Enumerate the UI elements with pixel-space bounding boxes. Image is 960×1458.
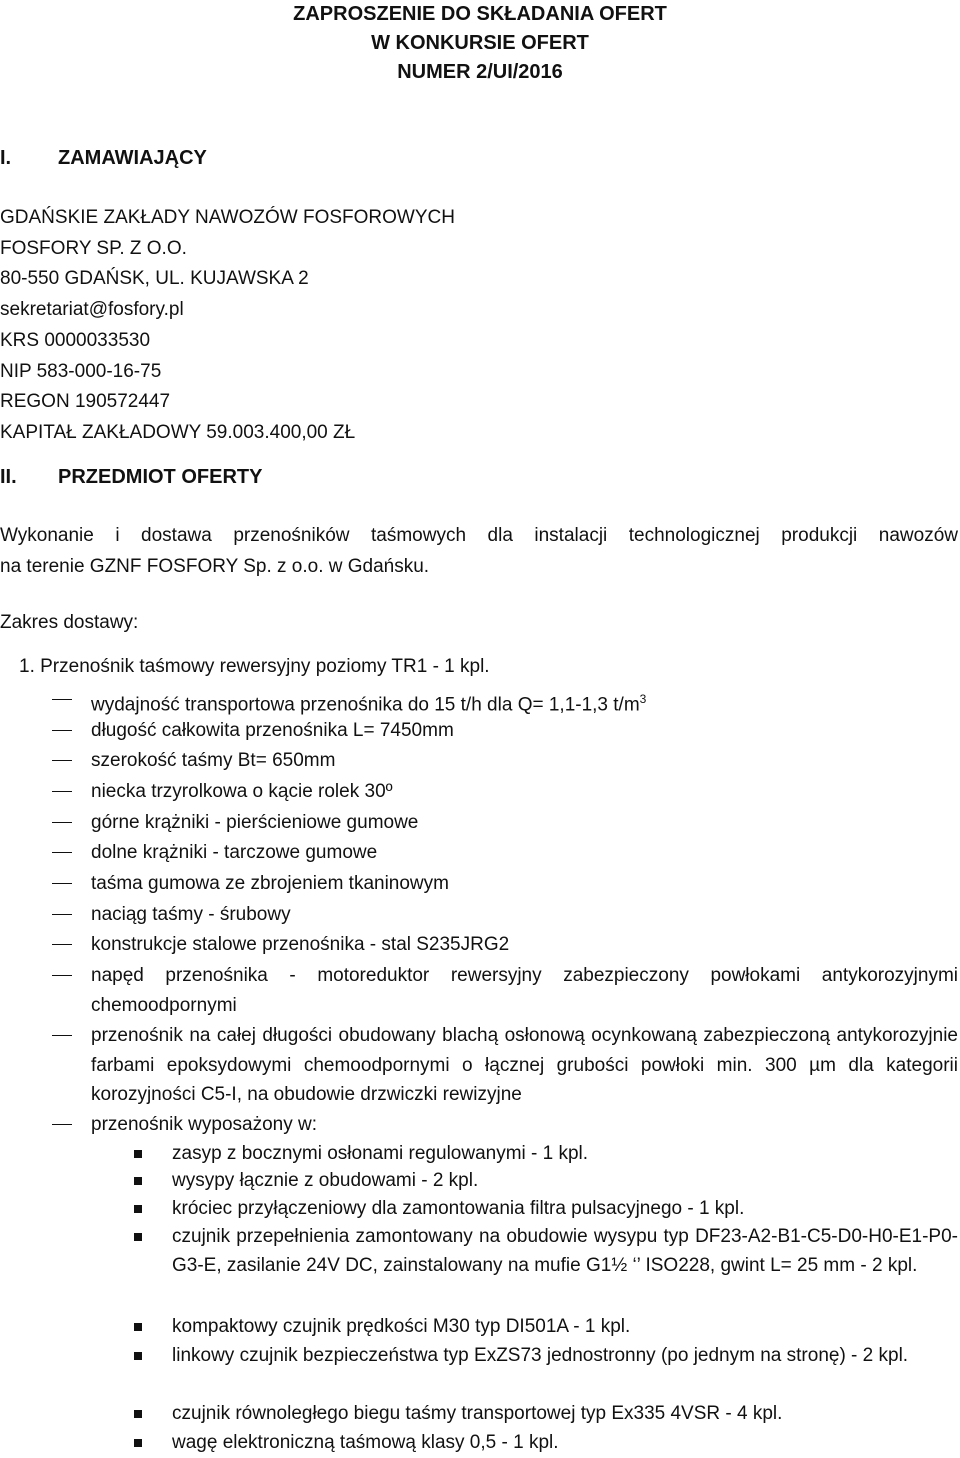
square-bullet-icon	[134, 1410, 142, 1418]
dash-bullet-icon	[52, 1035, 72, 1036]
dash-item-text: szerokość taśmy Bt= 650mm	[91, 750, 336, 771]
dash-item-text: dolne krążniki - tarczowe gumowe	[91, 842, 378, 863]
item-1-heading: 1. Przenośnik taśmowy rewersyjny poziomy TR1 - 1 kpl.	[19, 656, 490, 677]
square-item-text: linkowy czujnik bezpieczeństwa typ ExZS73 jednostronny (po jednym na stronę) - 2 kpl.	[172, 1345, 909, 1366]
dash-item-text: napęd przenośnika - motoreduktor rewersyjny zabezpieczony powłokami antykorozyjnymi chemoodpornymi	[91, 965, 958, 1016]
square-bullet-icon	[134, 1150, 142, 1158]
section-1-number: I.	[0, 147, 12, 169]
dash-list-item	[52, 685, 958, 720]
intro-line-1: Wykonanie i dostawa przenośników taśmowych dla instalacji technologicznej produkcji nawozów	[0, 525, 958, 546]
square-bullet-icon	[134, 1177, 142, 1185]
dash-bullet-icon	[52, 1124, 72, 1125]
superscript: 3	[639, 692, 647, 706]
dash-list-item	[52, 930, 958, 960]
square-bullet-icon	[134, 1205, 142, 1213]
dash-list-item	[52, 838, 958, 868]
square-list-item	[134, 1166, 958, 1195]
dash-list-item	[52, 900, 958, 930]
square-item-text: wysypy łącznie z obudowami - 2 kpl.	[172, 1170, 479, 1191]
section-1-heading	[0, 147, 207, 170]
square-list-item	[134, 1312, 958, 1341]
dash-item-text: naciąg taśmy - śrubowy	[91, 904, 291, 925]
address-email: sekretariat@fosfory.pl	[0, 299, 184, 321]
square-bullet-icon	[134, 1352, 142, 1360]
dash-item-text: niecka trzyrolkowa o kącie rolek 30º	[91, 781, 393, 802]
address-capital: KAPITAŁ ZAKŁADOWY 59.003.400,00 ZŁ	[0, 421, 356, 443]
dash-item-text: przenośnik na całej długości obudowany blachą osłonową ocynkowaną zabezpieczoną antykorozyjnie farbami epoksydowymi chemoodpornymi o łącznej grubości powłoki min. 300 µm dla kategorii korozyjności C5-I, na obudowie drzwiczki rewizyjne	[91, 1025, 958, 1105]
dash-list-item	[52, 777, 958, 807]
square-bullet-icon	[134, 1323, 142, 1331]
doc-title-line-2: W KONKURSIE OFERT	[371, 32, 589, 54]
square-item-text: zasyp z bocznymi osłonami regulowanymi - 1 kpl.	[172, 1143, 589, 1164]
square-item-text: króciec przyłączeniowy dla zamontowania filtra pulsacyjnego - 1 kpl.	[172, 1198, 745, 1219]
orderer-address-block	[0, 203, 455, 449]
section-2-number: II.	[0, 466, 17, 488]
dash-list-item	[52, 746, 958, 776]
intro-line-2: na terenie GZNF FOSFORY Sp. z o.o. w Gdańsku.	[0, 556, 430, 577]
dash-list-item	[52, 961, 958, 1020]
dash-item-text: przenośnik wyposażony w:	[91, 1114, 317, 1135]
square-item-text: czujnik przepełnienia zamontowany na obudowie wysypu typ DF23-A2-B1-C5-D0-H0-E1-P0-G3-E, zasilanie 24V DC, zainstalowany na mufie G1½ ‘’ ISO228, gwint L= 25 mm - 2 kpl.	[172, 1226, 958, 1277]
scope-label: Zakres dostawy:	[0, 612, 139, 633]
square-list-item	[134, 1222, 958, 1281]
square-bullet-icon	[134, 1233, 142, 1241]
doc-title-line-1: ZAPROSZENIE DO SKŁADANIA OFERT	[293, 3, 667, 25]
square-list-item	[134, 1399, 958, 1428]
dash-bullet-icon	[52, 975, 72, 976]
section-2-title: PRZEDMIOT OFERTY	[58, 466, 263, 488]
dash-list-item	[52, 1021, 958, 1110]
dash-list-item	[52, 1110, 958, 1140]
square-bullet-icon	[134, 1439, 142, 1447]
dash-bullet-icon	[52, 699, 72, 700]
dash-item-text: taśma gumowa ze zbrojeniem tkaninowym	[91, 873, 449, 894]
dash-bullet-icon	[52, 791, 72, 792]
section-2-heading	[0, 466, 262, 489]
dash-bullet-icon	[52, 822, 72, 823]
square-item-text: kompaktowy czujnik prędkości M30 typ DI501A - 1 kpl.	[172, 1316, 631, 1337]
address-company-name: GDAŃSKIE ZAKŁADY NAWOZÓW FOSFOROWYCH	[0, 207, 455, 228]
dash-item-text: wydajność transportowa przenośnika do 15 t/h dla Q= 1,1-1,3 t/m	[91, 694, 640, 716]
address-street: 80-550 GDAŃSK, UL. KUJAWSKA 2	[0, 268, 309, 290]
square-list-item	[134, 1428, 958, 1457]
section-1-title: ZAMAWIAJĄCY	[58, 147, 207, 169]
address-company-form: FOSFORY SP. Z O.O.	[0, 237, 187, 259]
dash-bullet-icon	[52, 883, 72, 884]
dash-item-text: długość całkowita przenośnika L= 7450mm	[91, 720, 454, 741]
dash-bullet-icon	[52, 730, 72, 731]
dash-list-item	[52, 869, 958, 899]
dash-list-item	[52, 716, 958, 746]
address-nip: NIP 583-000-16-75	[0, 360, 162, 382]
dash-bullet-icon	[52, 852, 72, 853]
doc-title-line-3: NUMER 2/UI/2016	[397, 61, 563, 83]
square-item-text: wagę elektroniczną taśmową klasy 0,5 - 1 kpl.	[172, 1432, 559, 1453]
square-list-item	[134, 1341, 958, 1370]
address-regon: REGON 190572447	[0, 391, 171, 413]
dash-bullet-icon	[52, 914, 72, 915]
dash-bullet-icon	[52, 944, 72, 945]
square-list-item	[134, 1194, 958, 1223]
dash-bullet-icon	[52, 760, 72, 761]
address-krs: KRS 0000033530	[0, 329, 151, 351]
dash-list-item	[52, 808, 958, 838]
dash-item-text: konstrukcje stalowe przenośnika - stal S235JRG2	[91, 934, 510, 955]
dash-item-text: górne krążniki - pierścieniowe gumowe	[91, 812, 419, 833]
square-list-item	[134, 1139, 958, 1168]
square-item-text: czujnik równoległego biegu taśmy transportowej typ Ex335 4VSR - 4 kpl.	[172, 1403, 783, 1424]
